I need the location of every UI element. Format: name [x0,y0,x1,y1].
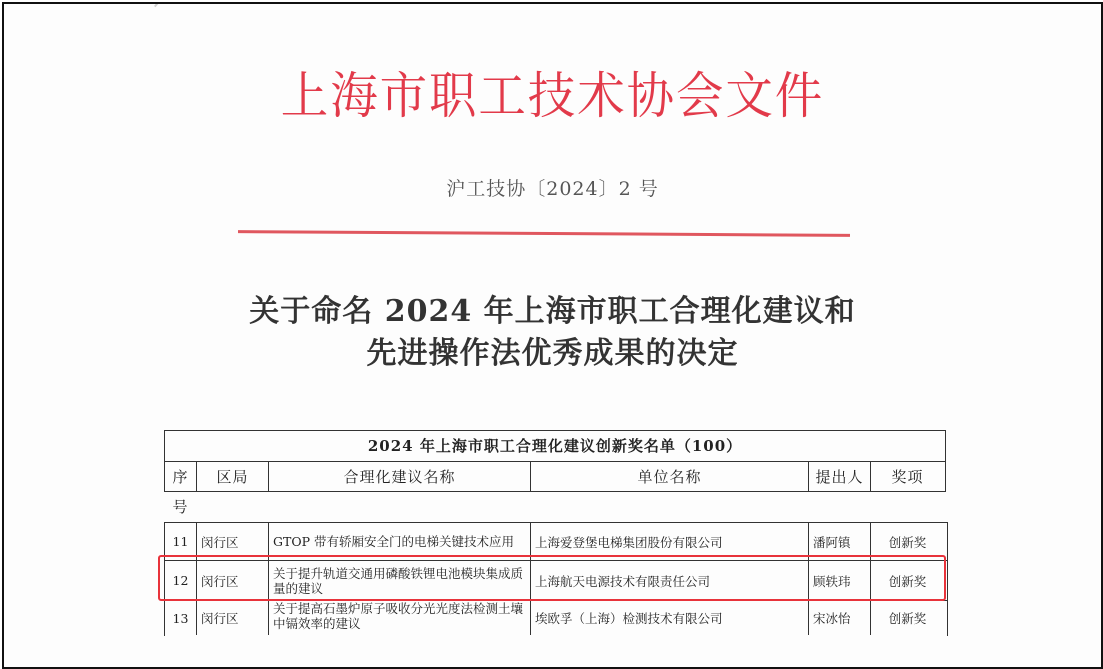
header-no: 序号 [165,462,197,492]
row-person: 顾轶玮 [809,561,871,600]
header-award: 奖项 [891,468,924,486]
row-unit: 上海爱登堡电梯集团股份有限公司 [531,523,809,560]
header-name: 合理化建议名称 [269,462,531,492]
row-unit: 埃欧孚（上海）检测技术有限公司 [531,601,809,635]
table-body [164,522,948,636]
header-district: 区局 [197,462,269,492]
table-row [165,601,947,635]
row-no: 12 [165,561,197,600]
header-unit: 单位名称 [531,462,809,492]
row-district: 闵行区 [197,601,269,635]
row-no: 13 [165,601,197,635]
table-row [165,561,947,601]
heading-line-1: 关于命名 2024 年上海市职工合理化建议和 [249,294,856,329]
row-person: 宋冰怡 [809,601,871,635]
table-caption: 2024 年上海市职工合理化建议创新奖名单（100） [165,431,945,462]
row-award: 创新奖 [888,573,927,589]
row-award: 创新奖 [888,611,927,626]
table-header [164,430,946,516]
row-name: 关于提升轨道交通用磷酸铁锂电池模块集成质量的建议 [269,561,531,600]
heading-line-2: 先进操作法优秀成果的决定 [366,336,739,371]
column-header-row [165,462,945,516]
row-district: 闵行区 [197,561,269,600]
row-name: GTOP 带有轿厢安全门的电梯关键技术应用 [269,523,531,560]
red-divider [238,230,850,237]
row-unit: 上海航天电源技术有限责任公司 [531,561,809,600]
scan-mark [154,2,181,7]
row-no: 11 [165,523,197,560]
row-district: 闵行区 [197,523,269,560]
row-award: 创新奖 [888,534,927,550]
row-person: 潘阿镇 [809,523,871,560]
document-number: 沪工技协〔2024〕2 号 [446,178,659,200]
row-name: 关于提高石墨炉原子吸收分光光度法检测土壤中镉效率的建议 [269,601,531,635]
header-person: 提出人 [809,462,871,492]
issuer-title: 上海市职工技术协会文件 [280,67,825,125]
table-row [165,523,947,561]
